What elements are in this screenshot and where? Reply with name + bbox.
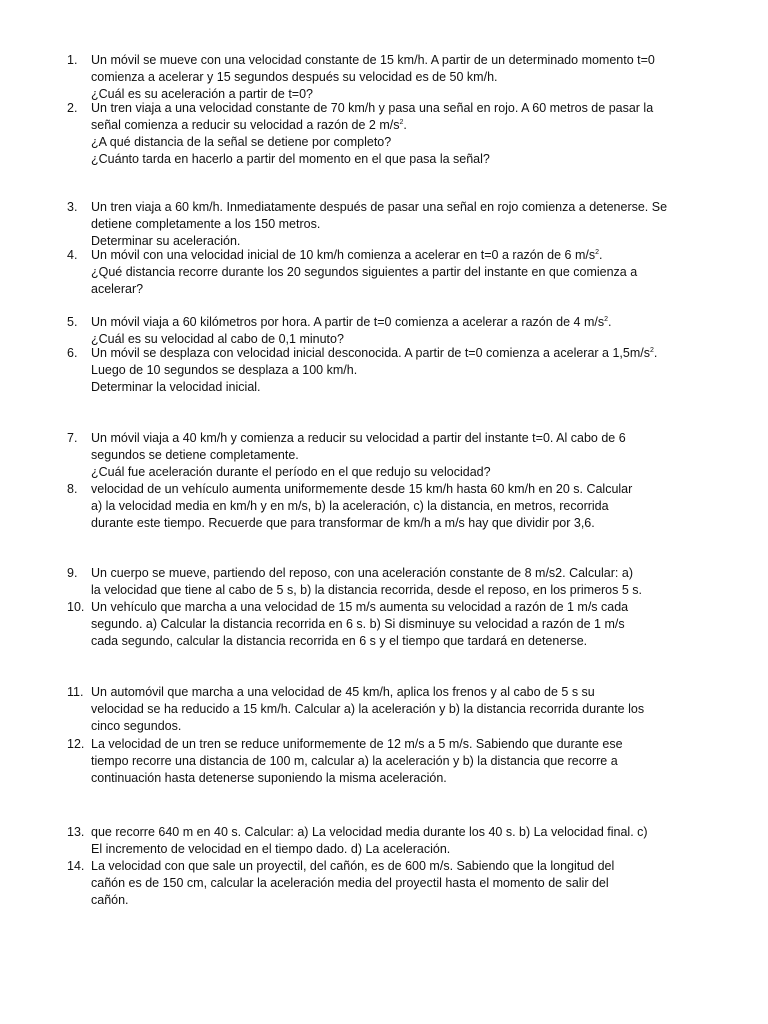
punctuation: . (403, 118, 407, 132)
problem-text-line: que recorre 640 m en 40 s. Calcular: a) La velocidad media durante los 40 s. b) La velocidad final. c) (91, 825, 648, 839)
problem-text-line: cañón. (91, 893, 129, 907)
problem-text-line: ¿Cuál es su aceleración a partir de t=0? (91, 87, 313, 101)
problem-text-line: El incremento de velocidad en el tiempo dado. d) La aceleración. (91, 842, 451, 856)
problem-text-line: Un cuerpo se mueve, partiendo del reposo, con una aceleración constante de 8 m/s2. Calcular: a) (91, 566, 633, 580)
problem-text-line: cinco segundos. (91, 719, 182, 733)
problem-text-line: Determinar la velocidad inicial. (91, 380, 261, 394)
problem-number: 3. (67, 200, 78, 214)
problem-text: señal comienza a reducir su velocidad a razón de 2 m/s (91, 118, 400, 132)
punctuation: . (599, 248, 603, 262)
problem-number: 11. (67, 685, 84, 699)
problem-text-line: ¿Cuál fue aceleración durante el período en el que redujo su velocidad? (91, 465, 491, 479)
problem-text: Un móvil se desplaza con velocidad inicial desconocida. A partir de t=0 comienza a acelerar a 1,5m/s (91, 346, 650, 360)
problem-text-line: Luego de 10 segundos se desplaza a 100 km/h. (91, 363, 358, 377)
punctuation: . (608, 315, 612, 329)
problem-text-line: cañón es de 150 cm, calcular la aceleración media del proyectil hasta el momento de salir del (91, 876, 609, 890)
problem-text-line: ¿Cuál es su velocidad al cabo de 0,1 minuto? (91, 332, 344, 346)
problem-text-line: ¿Cuánto tarda en hacerlo a partir del momento en el que pasa la señal? (91, 152, 490, 166)
problem-number: 9. (67, 566, 78, 580)
problem-text-line: Un automóvil que marcha a una velocidad de 45 km/h, aplica los frenos y al cabo de 5 s su (91, 685, 595, 699)
problem-text-line: acelerar? (91, 282, 144, 296)
problem-number: 4. (67, 248, 78, 262)
problem-text-line (91, 117, 407, 134)
problem-number: 1. (67, 53, 78, 67)
exponent: 2 (595, 249, 599, 256)
problem-text-line: Un tren viaja a 60 km/h. Inmediatamente después de pasar una señal en rojo comienza a detenerse. Se (91, 200, 668, 214)
problem-number: 14. (67, 859, 85, 873)
problem-number: 12. (67, 737, 85, 751)
problem-text-line: La velocidad de un tren se reduce uniformemente de 12 m/s a 5 m/s. Sabiendo que durante ese (91, 737, 623, 751)
problem-number: 5. (67, 315, 78, 329)
problem-text-line: comienza a acelerar y 15 segundos después su velocidad es de 50 km/h. (91, 70, 498, 84)
problem-text-line: segundo. a) Calcular la distancia recorrida en 6 s. b) Si disminuye su velocidad a razón de 1 m/s (91, 617, 625, 631)
exponent: 2 (399, 119, 404, 126)
problem-text-line: durante este tiempo. Recuerde que para transformar de km/h a m/s hay que dividir por 3,6. (91, 516, 595, 530)
problem-text-line: La velocidad con que sale un proyectil, del cañón, es de 600 m/s. Sabiendo que la longitud del (91, 859, 615, 873)
problem-text-line: la velocidad que tiene al cabo de 5 s, b) la distancia recorrida, desde el reposo, en los primeros 5 s. (91, 583, 643, 597)
problem-number: 6. (67, 346, 78, 360)
problem-text-line (91, 314, 612, 331)
problem-text-line: Determinar su aceleración. (91, 234, 241, 248)
problem-text-line: Un tren viaja a una velocidad constante de 70 km/h y pasa una señal en rojo. A 60 metros de pasar la (91, 101, 654, 115)
problem-text-line (91, 247, 602, 264)
problem-number: 10. (67, 600, 85, 614)
problem-text-line (91, 345, 657, 362)
problem-text: Un móvil con una velocidad inicial de 10 km/h comienza a acelerar en t=0 a razón de 6 m/s (91, 248, 596, 262)
problem-number: 7. (67, 431, 78, 445)
exponent: 2 (604, 316, 609, 323)
problem-text-line: detiene completamente a los 150 metros. (91, 217, 321, 231)
problem-text-line: velocidad se ha reducido a 15 km/h. Calcular a) la aceleración y b) la distancia recorrida durante los (91, 702, 645, 716)
problem-text-line: continuación hasta detenerse suponiendo la misma aceleración. (91, 771, 447, 785)
exponent: 2 (649, 347, 654, 354)
problem-number: 13. (67, 825, 85, 839)
problem-text-line: tiempo recorre una distancia de 100 m, calcular a) la aceleración y b) la distancia que recorre a (91, 754, 618, 768)
problem-text-line: segundos se detiene completamente. (91, 448, 299, 462)
problem-text-line: velocidad de un vehículo aumenta uniformemente desde 15 km/h hasta 60 km/h en 20 s. Calcular (91, 482, 633, 496)
problem-text-line: ¿Qué distancia recorre durante los 20 segundos siguientes a partir del instante en que comienza a (91, 265, 638, 279)
problem-text: Un móvil viaja a 60 kilómetros por hora. A partir de t=0 comienza a acelerar a razón de 4 m/s (91, 315, 605, 329)
problem-text-line: Un móvil se mueve con una velocidad constante de 15 km/h. A partir de un determinado momento t=0 (91, 53, 655, 67)
problem-text-line: a) la velocidad media en km/h y en m/s, b) la aceleración, c) la distancia, en metros, recorrida (91, 499, 609, 513)
problem-text-line: ¿A qué distancia de la señal se detiene por completo? (91, 135, 392, 149)
problem-number: 8. (67, 482, 78, 496)
problem-number: 2. (67, 101, 78, 115)
problem-text-line: Un móvil viaja a 40 km/h y comienza a reducir su velocidad a partir del instante t=0. Al cabo de 6 (91, 431, 626, 445)
problem-text-line: cada segundo, calcular la distancia recorrida en 6 s y el tiempo que tardará en detenerse. (91, 634, 588, 648)
punctuation: . (653, 346, 658, 360)
problem-text-line: Un vehículo que marcha a una velocidad de 15 m/s aumenta su velocidad a razón de 1 m/s cada (91, 600, 629, 614)
